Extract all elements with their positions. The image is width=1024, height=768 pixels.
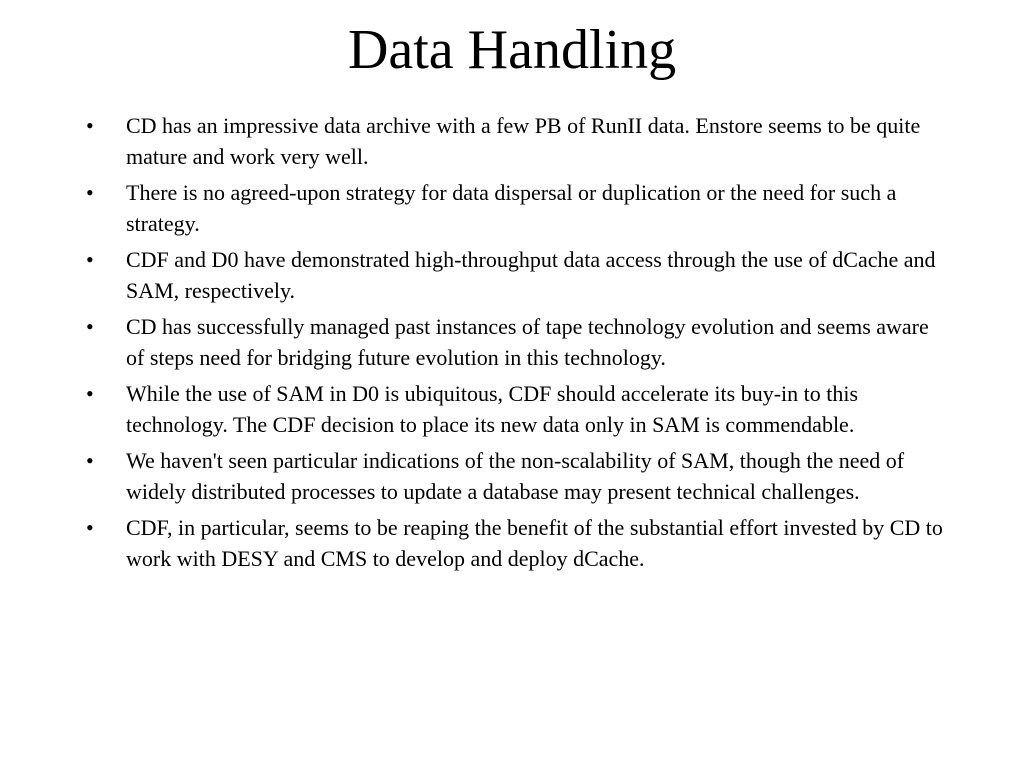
bullet-text: We haven't seen particular indications of the non-scalability of SAM, though the need of widely distributed processes to update a database may present technical challenges. <box>126 448 905 504</box>
bullet-item <box>86 512 946 574</box>
bullet-marker: • <box>86 381 94 406</box>
bullet-item <box>86 378 946 440</box>
bullet-item <box>86 445 946 507</box>
bullet-marker: • <box>86 515 94 540</box>
bullet-text: CD has successfully managed past instances of tape technology evolution and seems aware of steps need for bridging future evolution in this technology. <box>126 314 929 370</box>
slide-title: Data Handling <box>347 19 677 81</box>
bullet-item <box>86 311 946 373</box>
bullet-marker: • <box>86 247 94 272</box>
bullet-item <box>86 110 946 172</box>
bullet-text: While the use of SAM in D0 is ubiquitous, CDF should accelerate its buy-in to this technology. The CDF decision to place its new data only in SAM is commendable. <box>126 381 859 437</box>
bullet-marker: • <box>86 448 94 473</box>
bullet-text: CDF and D0 have demonstrated high-throughput data access through the use of dCache and SAM, respectively. <box>126 247 936 303</box>
bullet-text: CD has an impressive data archive with a few PB of RunII data. Enstore seems to be quite mature and work very well. <box>126 113 921 169</box>
bullet-item <box>86 177 946 239</box>
bullet-text: CDF, in particular, seems to be reaping the benefit of the substantial effort invested by CD to work with DESY and CMS to develop and deploy dCache. <box>126 515 943 571</box>
bullet-marker: • <box>86 180 94 205</box>
bullet-list <box>86 110 946 579</box>
bullet-marker: • <box>86 113 94 138</box>
bullet-text: There is no agreed-upon strategy for data dispersal or duplication or the need for such a strategy. <box>126 180 897 236</box>
bullet-item <box>86 244 946 306</box>
bullet-marker: • <box>86 314 94 339</box>
